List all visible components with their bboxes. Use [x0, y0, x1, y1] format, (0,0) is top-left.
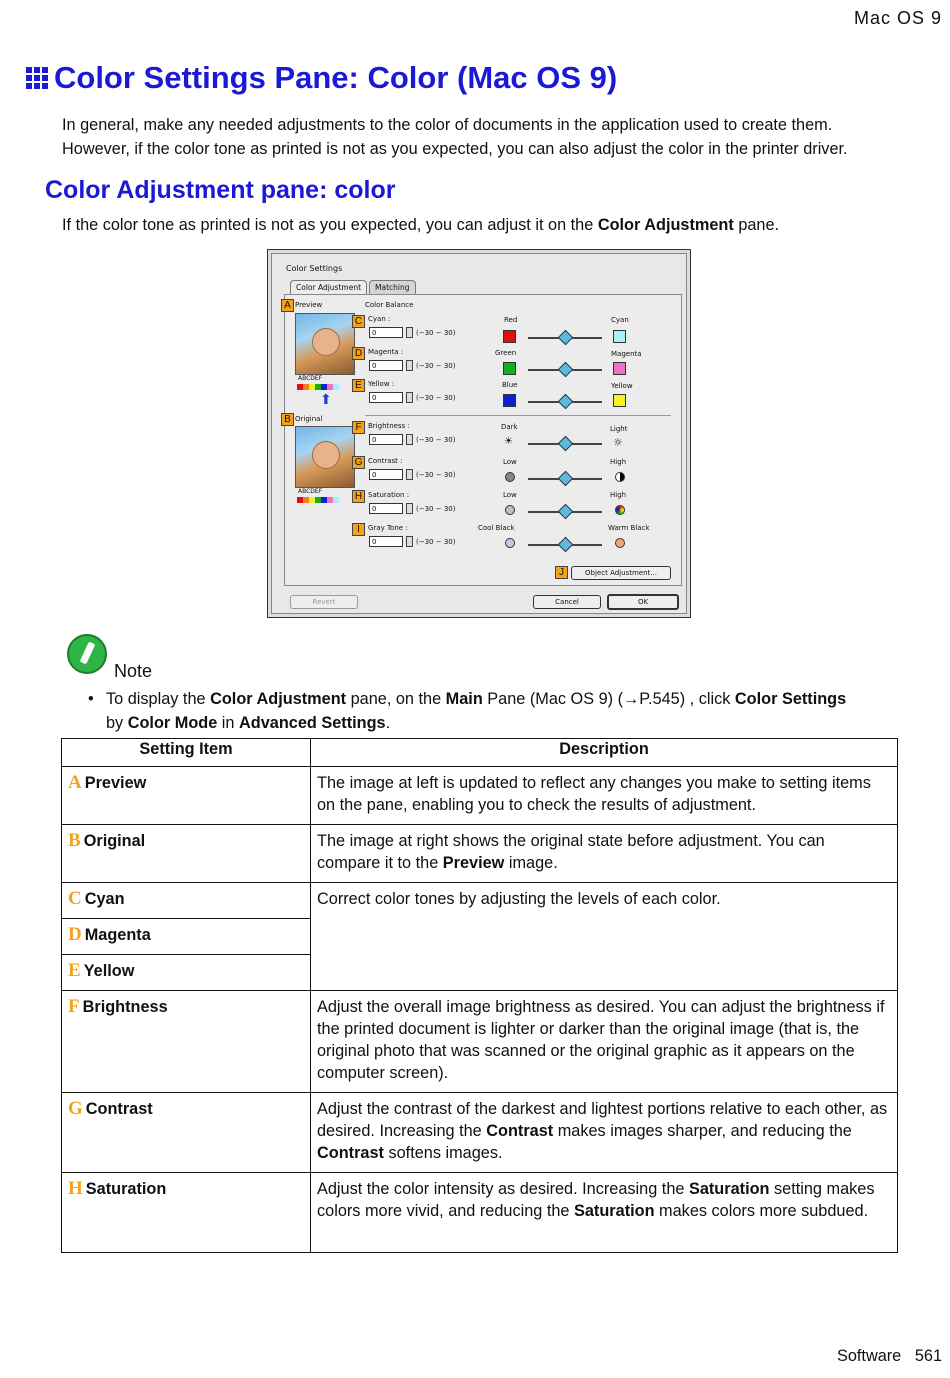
cyan-range: (−30 − 30)	[416, 329, 456, 337]
saturation-input[interactable]: 0	[369, 503, 403, 514]
blue-label: Blue	[502, 381, 518, 389]
tab-matching[interactable]: Matching	[369, 280, 415, 294]
cyan-input[interactable]: 0	[369, 327, 403, 338]
intro-line-2: However, if the color tone as printed is not as you expected, you can also adjust the color in the printer driver.	[62, 140, 848, 158]
dark-sun-icon: ☀	[504, 436, 513, 447]
item-name: Original	[83, 832, 146, 850]
page-title: Color Settings Pane: Color (Mac OS 9)	[54, 60, 618, 95]
item-description: Correct color tones by adjusting the levels of each color.	[311, 883, 898, 991]
dark-label: Dark	[501, 423, 518, 431]
light-sun-icon: ☼	[613, 436, 623, 449]
saturation-low-label: Low	[503, 491, 517, 499]
red-label: Red	[504, 316, 518, 324]
cyan-slider[interactable]	[528, 337, 602, 339]
revert-button[interactable]: Revert	[290, 595, 358, 609]
item-name: Cyan	[84, 890, 125, 908]
saturation-slider[interactable]	[528, 511, 602, 513]
section-lead: If the color tone as printed is not as you expected, you can adjust it on the Color Adjustment pane.	[62, 216, 780, 234]
note-label: Note	[114, 661, 153, 681]
item-description: The image at left is updated to reflect any changes you make to setting items on the pane, enabling you to check the results of adjustment.	[311, 767, 898, 825]
contrast-low-icon	[505, 472, 515, 482]
section-heading: Color Adjustment pane: color	[45, 176, 396, 204]
warm-black-icon	[615, 538, 625, 548]
preview-text: ABCDEF	[298, 375, 323, 382]
contrast-stepper[interactable]	[406, 469, 413, 480]
dialog-screenshot	[267, 249, 691, 618]
yellow-slider[interactable]	[528, 401, 602, 403]
preview-image	[295, 313, 355, 375]
magenta-range: (−30 − 30)	[416, 362, 456, 370]
dialog-title: Color Settings	[286, 264, 343, 273]
brightness-label: Brightness :	[368, 422, 410, 430]
brightness-stepper[interactable]	[406, 434, 413, 445]
callout-g: G	[352, 456, 365, 469]
item-name: Brightness	[82, 998, 168, 1016]
item-name: Saturation	[85, 1180, 167, 1198]
item-description: Adjust the contrast of the darkest and lightest portions relative to each other, as desired. Increasing the Contrast makes images sharper, and reducing the Contrast softens images.	[311, 1093, 898, 1173]
table-row: A Preview The image at left is updated to reflect any changes you make to setting items on the pane, enabling you to check the results of adjustment.	[62, 767, 898, 825]
magenta-label: Magenta :	[368, 348, 404, 356]
cyan-right-label: Cyan	[611, 316, 629, 324]
cyan-label: Cyan :	[368, 315, 391, 323]
item-name: Yellow	[83, 962, 135, 980]
magenta-slider[interactable]	[528, 369, 602, 371]
gray-tone-stepper[interactable]	[406, 536, 413, 547]
intro-line-1: In general, make any needed adjustments to the color of documents in the application used to create them.	[62, 116, 833, 134]
bullet-icon: •	[88, 690, 94, 708]
cancel-button[interactable]: Cancel	[533, 595, 601, 609]
item-name: Contrast	[85, 1100, 153, 1118]
original-label: Original	[295, 415, 323, 423]
callout-e: E	[352, 379, 365, 392]
callout-h: H	[352, 490, 365, 503]
callout-d: D	[352, 347, 365, 360]
callout-i: I	[352, 523, 365, 536]
color-adjustment-panel	[284, 294, 682, 586]
contrast-low-label: Low	[503, 458, 517, 466]
yellow-stepper[interactable]	[406, 392, 413, 403]
page-title-row	[26, 60, 617, 96]
cyan-swatch	[613, 330, 626, 343]
red-swatch	[503, 330, 516, 343]
item-name: Preview	[84, 774, 147, 792]
light-label: Light	[610, 425, 628, 433]
original-text: ABCDEF	[298, 488, 323, 495]
magenta-stepper[interactable]	[406, 360, 413, 371]
color-balance-label: Color Balance	[365, 301, 414, 309]
dialog-tabs	[290, 280, 418, 294]
settings-table	[61, 738, 898, 1253]
table-row: B Original The image at right shows the original state before adjustment. You can compare it to the Preview image.	[62, 825, 898, 883]
preview-label: Preview	[295, 301, 323, 309]
saturation-range: (−30 − 30)	[416, 505, 456, 513]
cool-black-label: Cool Black	[478, 524, 515, 532]
item-description: Adjust the color intensity as desired. Increasing the Saturation setting makes colors more vivid, and reducing the Saturation makes colors more subdued.	[311, 1173, 898, 1253]
table-row: E Yellow	[62, 955, 898, 991]
gray-tone-input[interactable]: 0	[369, 536, 403, 547]
contrast-slider[interactable]	[528, 478, 602, 480]
yellow-right-label: Yellow	[611, 382, 633, 390]
page-footer: Software 561	[836, 1347, 942, 1365]
blue-swatch	[503, 394, 516, 407]
ok-button[interactable]: OK	[607, 594, 679, 610]
table-header-row	[62, 739, 898, 767]
brightness-slider[interactable]	[528, 443, 602, 445]
section-grid-icon	[26, 67, 48, 89]
saturation-high-icon	[615, 505, 625, 515]
brightness-input[interactable]: 0	[369, 434, 403, 445]
callout-f: F	[352, 421, 365, 434]
magenta-swatch	[613, 362, 626, 375]
callout-b: B	[281, 413, 294, 426]
magenta-right-label: Magenta	[611, 350, 642, 358]
preview-swatches	[297, 384, 339, 390]
contrast-high-icon	[615, 472, 625, 482]
contrast-high-label: High	[610, 458, 627, 466]
divider	[365, 415, 671, 416]
green-label: Green	[495, 349, 517, 357]
yellow-input[interactable]: 0	[369, 392, 403, 403]
note-bullet: • To display the Color Adjustment pane, on the Main Pane (Mac OS 9) (→P.545) , click Color Settings by Color Mode in Advanced Settings.	[88, 687, 908, 735]
saturation-label: Saturation :	[368, 491, 410, 499]
saturation-high-label: High	[610, 491, 627, 499]
yellow-swatch	[613, 394, 626, 407]
brightness-range: (−30 − 30)	[416, 436, 456, 444]
original-swatches	[297, 497, 339, 503]
original-image	[295, 426, 355, 488]
callout-a: A	[281, 299, 294, 312]
os-label: Mac OS 9	[853, 8, 942, 28]
arrow-up-icon: ⬆	[320, 392, 332, 408]
gray-tone-slider[interactable]	[528, 544, 602, 546]
saturation-low-icon	[505, 505, 515, 515]
callout-c: C	[352, 315, 365, 328]
warm-black-label: Warm Black	[608, 524, 650, 532]
item-name: Magenta	[84, 926, 151, 944]
contrast-range: (−30 − 30)	[416, 471, 456, 479]
gray-tone-range: (−30 − 30)	[416, 538, 456, 546]
table-row: F Brightness Adjust the overall image brightness as desired. You can adjust the brightness if the printed document is lighter or darker than the original image (that is, the original photo that was scanned or the original graphic as it appears on the computer screen).	[62, 991, 898, 1093]
tab-color-adjustment[interactable]: Color Adjustment	[290, 280, 367, 294]
table-row: H Saturation Adjust the color intensity as desired. Increasing the Saturation setting makes colors more vivid, and reducing the Saturation makes colors more subdued.	[62, 1173, 898, 1253]
note-pencil-icon	[67, 634, 107, 674]
table-row: G Contrast Adjust the contrast of the darkest and lightest portions relative to each other, as desired. Increasing the Contrast makes images sharper, and reducing the Contrast softens images.	[62, 1093, 898, 1173]
magenta-input[interactable]: 0	[369, 360, 403, 371]
intro-paragraph	[62, 113, 922, 161]
item-description: The image at right shows the original state before adjustment. You can compare it to the Preview image.	[311, 825, 898, 883]
header-description: Description	[311, 739, 898, 767]
cyan-stepper[interactable]	[406, 327, 413, 338]
contrast-label: Contrast :	[368, 457, 403, 465]
green-swatch	[503, 362, 516, 375]
table-row: D Magenta	[62, 919, 898, 955]
item-description: Adjust the overall image brightness as desired. You can adjust the brightness if the printed document is lighter or darker than the original image (that is, the original photo that was scanned or the original graphic as it appears on the computer screen).	[311, 991, 898, 1093]
cool-black-icon	[505, 538, 515, 548]
callout-j: J	[555, 566, 568, 579]
gray-tone-label: Gray Tone :	[368, 524, 408, 532]
saturation-stepper[interactable]	[406, 503, 413, 514]
table-row: C Cyan Correct color tones by adjusting the levels of each color.	[62, 883, 898, 919]
yellow-range: (−30 − 30)	[416, 394, 456, 402]
yellow-label: Yellow :	[368, 380, 395, 388]
object-adjustment-button[interactable]: Object Adjustment...	[571, 566, 671, 580]
header-setting-item: Setting Item	[62, 739, 311, 767]
contrast-input[interactable]: 0	[369, 469, 403, 480]
